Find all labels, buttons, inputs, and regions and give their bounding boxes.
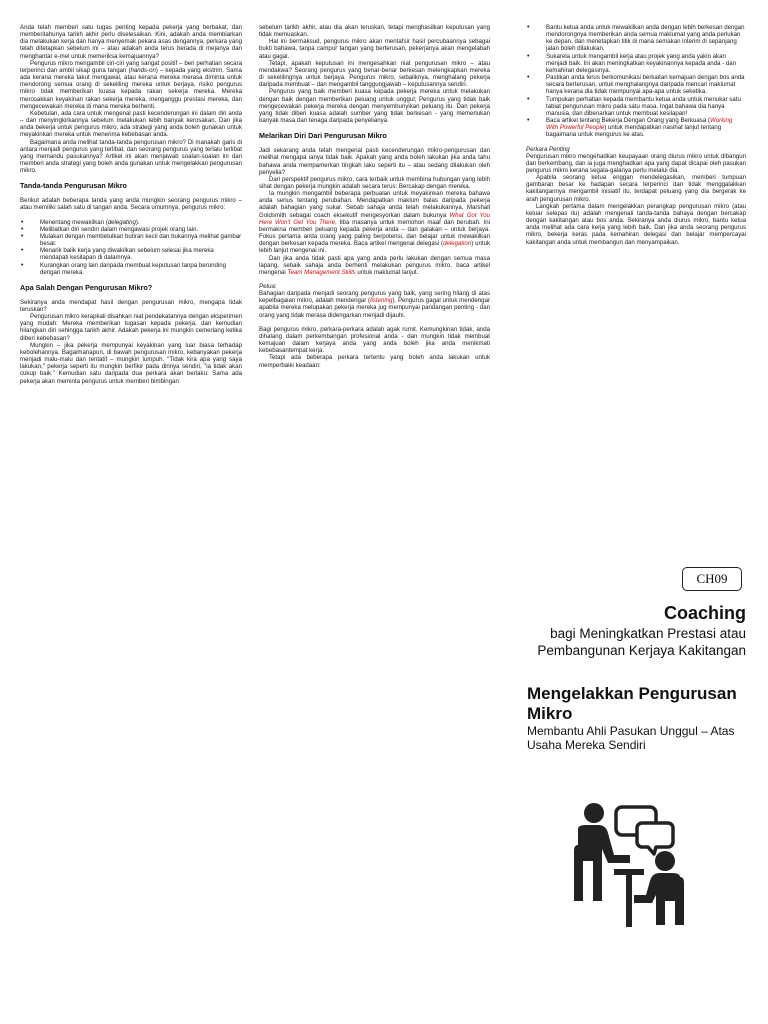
coaching-conversation-icon [570,795,688,935]
section-heading: Melarikan Diri Dari Pengurusan Mikro [259,131,387,141]
list-item: • Mulakan dengan membetulkan butiran kecil dan bukannya melihat gambar besar. [40,233,242,247]
bullet-list [20,219,242,276]
delegation-link[interactable]: delegation [443,240,472,248]
team-management-link[interactable]: Team Management Skills [287,268,356,276]
paragraph: Ia mungkin mengambil beberapa perbualan untuk meyakinkan mereka bahawa anda serius tentang perubahan. Mendapatkan maklum balas daripada pekerja adalah bahagian yang sukar. Sebab sahaja anda telah melakukannya, Marshall Goldsmith sebagai coach eksekutif mengesyorkan dalam bukunya What Got You Here Won't Get You There, tiba masanya untuk memohon maaf dan berubah. Ini bermakna memberi peluang kepada pekerja anda – dan galakan – untuk berjaya. Fokus pertama anda orang yang paling berpotensi, dan belajar untuk mewakilkan dengan berkesan kepada mereka. Baca artikel mengenai delegasi (delegation) untuk lebih lanjut mengenai ini. [259,190,491,255]
list-item: • Tumpukan perhatian kepada membantu ketua anda untuk menukar satu tabiat pengurusan mikro pada satu masa. Ingat bahawa dia hanya manusia, dan dibenarkan untuk membuat kesilapan! [546,96,746,117]
section-heading: Tanda-tanda Pengurusan Mikro [20,181,127,191]
text-column-1 [20,24,242,385]
list-item: • Menarik balik kerja yang diwakilkan sebelum selesai jika mereka mendapati kesilapan di dalamnya. [40,247,242,261]
list-item: • Bantu ketua anda untuk mewakilkan anda dengan lebih berkesan dengan mendorongnya memberikan anda semua maklumat yang anda perlukan ke depan, dan menetapkan titik di mana semakan interim di sepanjang jalan boleh dilakukan. [546,24,746,53]
paragraph: Tetapi, apakah keputusan ini mengesahkan niat pengurusan mikro – atau mendakwa? Seorang pengurus yang benar-benar berkesan melengkapkan mereka di sekelilingnya untuk berjaya. Pengurus mikro, sebaliknya, menghalang pekerja daripada membuat – dan mengambil tanggungjawab – keputusannya sendiri. [259,59,490,89]
key-points-label: Perkara Penting [526,145,570,153]
paragraph: Pengurusan mikro kerapkali disahkan niat pendekatannya dengan eksperimen yang mudah: Mereka memberikan tugasan kepada pekerja, dan kemudian hilangkan diri sehingga tarikh akhir. Adakah pekerja ini mungkin cemerlang ketika diberi kebebasan? [20,313,242,342]
list-item: • Baca artikel tentang Bekerja Dengan Orang yang Berkuasa (Working With Powerful People) untuk mendapatkan nasihat lanjut tentang bagaimana untuk mengurus ke atas. [546,117,746,138]
paragraph: Sekiranya anda mendapat hasil dengan pengurusan mikro, mengapa tidak teruskan? [20,298,242,313]
paragraph: Langkah pertama dalam mengelakkan perangkap pengurusan mikro (atau keluar selepas itu) adalah mengenali tanda-tanda bahaya dengan bercakap dengan kakitangan atau bos anda. Sekiranya anda diurus mikro, bantu ketua anda melihat ada cara kerja yang lebih baik. Dan jika anda seorang pengurus mikro, bekerja keras pada kemahiran delegasi dan belajar mempercayai kakitangan anda untuk membangun dan menyampaikan. [526,202,746,246]
book-title: Mengelakkan Pengurusan Mikro [527,684,737,723]
paragraph: Pengurus yang baik memberi kuasa kepada pekerja mereka untuk melakukan dengan baik dengan memberikan peluang untuk unggul; Pengurus yang tidak baik mengecewakan pekerja mereka dengan menyembunyikan peluang itu. Dan pekerja yang tidak diberi kuasa adalah sumber yang tidak berkesan - yang memerlukan banyak masa dan tenaga daripada penyelianya. [259,88,490,125]
cover-title: Coaching [663,603,746,623]
article-link[interactable]: What Got You Here Won't Get You There [259,211,491,226]
powerful-people-link[interactable]: Working With Powerful People [546,117,733,132]
list-item: • Melibatkan diri sendiri dalam mengawasi projek orang lain. [40,226,242,233]
paragraph: Jadi sekarang anda telah mengenal pasti kecenderungan mikro-pengurusan dan melihat mengapa ianya tidak baik. Apakah yang anda boleh lakukan jika anda tahu bahawa anda mempamerkan tingkah laku seperti itu – atau sedang dilakukan oleh penyelia? [259,147,490,176]
paragraph: Dan jika anda tidak pasti apa yang anda perlu lakukan dengan semua masa lapang, sebaik sahaja anda berhenti melakukan pengurus mikro, baca artikel mengenai Team Management Skills untuk maklumat lanjut. [259,254,490,276]
cover-subtitle: bagi Meningkatkan Prestasi atau Pembangunan Kerjaya Kakitangan [537,626,746,658]
paragraph: Mungkin – jika pekerja mempunyai keyakinan yang luar biasa terhadap kebolehannya. Bagaimanapun, di bawah pengurusan mikro, kebanyakan pekerja menjadi malu-malu dan tentatif – mungkin lumpuh. "Tidak kira apa yang saya lakukan," pekerja seperti itu mungkin berfikir pada dirinya sendiri, "ia tidak akan cukup baik." Kemudian satu daripada dua perkara akan berlaku: Sama ada pekerja akan meminta pengurus untuk memberi bimbingan [20,341,242,385]
paragraph: Pengurus mikro mengambil ciri-ciri yang sangat positif – beri perhatian secara terperinci dan ambil sikap guna tangan (hands-on) – kepada yang ekstrim. Sama ada kerana mereka takut mengawal, atau kerana mereka merasa diminta untuk mendorong semua orang di sekeliling mereka untuk berjaya, risiko pengurus mikro tidak memberikan kuasa kepada rakan sekerja mereka. Mereka merosakkan keyakinan rakan sekerja mereka, menganggu prestasi mereka, dan mengecewakan mereka di mana mereka berhenti. [20,59,242,110]
list-item: • Menentang mewakilkan (delegating). [40,219,242,226]
paragraph: Hal ini bermaksud, pengurus mikro akan mentafsir hasil percubaannya sebagai bukti bahawa, tanpa campur tangan yang berterusan, pekerjanya akan mengelabah atau gagal. [259,38,490,60]
paragraph: Bagaimana anda melihat tanda-tanda pengurusan mikro? Di manakah garis di antara menjadi pengurus yang terlibat, dan seorang pengurus yang terlalu terlibat yang memandu pasukannya? Artikel ini akan menjawab soalan-soalan ini dan memberi anda strategi yang boleh anda gunakan untuk mengelakkan pengurusan mikro. [20,138,242,175]
paragraph: Pengurusan mikro mengehadkan keupayaan orang diurus mikro untuk dibangun dan berkembang, dan ia juga menghadkan apa yang dapat dicapai oleh pasukan pengurus mikro kerana segala-galanya perlu melalui dia. [526,152,746,174]
list-item: • Sukarela untuk mengambil kerja atau projek yang anda yakin akan menjadi baik. Ini akan meningkatkan keyakinannya kepada anda - dan kemahiran delegasinya. [546,53,746,74]
list-item: • Kurangkan orang lain daripada membuat keputusan tanpa berunding dengan mereka. [40,262,242,276]
bullet-list [526,24,746,139]
paragraph: Anda telah memberi satu tugas penting kepada pekerja yang berbakat, dan memberitahunya tarikh akhir perlu diselesaikan. Kini, adakah anda membiarkan dia melakukan kerja dan hanya menyemak pekara asas dengannya, perkara yang telah ditetapkan sebelum ini – atau adakah anda terus berada di mejanya dan menghantar e-mel untuk memeriksa kemajuannya? [20,24,242,60]
chapter-badge: CH09 [682,567,742,591]
paragraph: Tetapi ada beberapa perkara tertentu yang boleh anda lakukan untuk memperbaiki keadaan: [259,354,490,369]
paragraph: Bahagian daripada menjadi seorang pengurus yang baik, yang sering hilang di atas kepelbagaian mikro, adalah mendengar (listening). Pengurus gagal untuk mendengar apabila mereka melupakan pekerja mereka jug mempunyai pandangan penting - dan orang yang tidak merasa didengarkan menjadi dijauhi. [259,290,490,319]
book-subtitle: Membantu Ahli Pasukan Unggul – Atas Usaha Mereka Sendiri [527,724,735,752]
text-column-3 [526,24,746,246]
paragraph: Apabila seorang ketua enggan mendelegasikan, memberi tumpuan gambaran besar ke hadapan secara terperinci dan tidak menggalakkan kakitangannya mengambil inisiatif itu, terdapat peluang yang dia bergerak ke arah pengurusan mikro. [526,174,746,203]
paragraph: sebelum tarikh akhir, atau dia akan teruskan, tetapi menghasilkan keputusan yang tidak memuaskan. [259,24,490,39]
paragraph: Kebetulan, ada cara untuk mengenal pasti kecenderungan ini dalam diri anda – dan menyingkirkannya sebelum melakukan lebih banyak kerosakan. Dan jika anda bekerja untuk pengurus mikro, ada strategi yang anda boleh gunakan untuk meyakinkan mereka untuk menerima kebebasan anda. [20,109,242,139]
listening-link[interactable]: listening [370,297,393,305]
paragraph: Dari perspektif pengurus mikro, cara terbaik untuk membina hubungan yang lebih sihat dengan pekerja mungkin adalah secara terus: Bercakap dengan mereka. [259,175,490,190]
paragraph: Berikut adalah beberapa tanda yang anda mungkin seorang pengurus mikro – atau memiliki salah satu di tangan anda. Secara umumnya, pengurus mikro: [20,197,242,212]
tip-label: Petua: [259,283,277,290]
section-heading: Apa Salah Dengan Pengurusan Mikro? [20,282,153,292]
text-column-2 [259,24,490,369]
list-item: • Pastikan anda terus berkomunikasi berkaitan kemajuan dengan bos anda secara berterusan, untuk menghalangnya daripada mencari maklumat hanya kerana dia tidak mempunyai apa-apa untuk seketika. [546,74,746,95]
paragraph: Bagi pengurus mikro, perkara-perkara adalah agak rumit. Kemungkinan tidak, anda dihalang dalam perkembangan profesional anda - dan mungkin tidak membuat kemajuan dalam kerjaya anda yang anda boleh jika anda menikmati kebebasantempat kerja. [259,325,490,355]
